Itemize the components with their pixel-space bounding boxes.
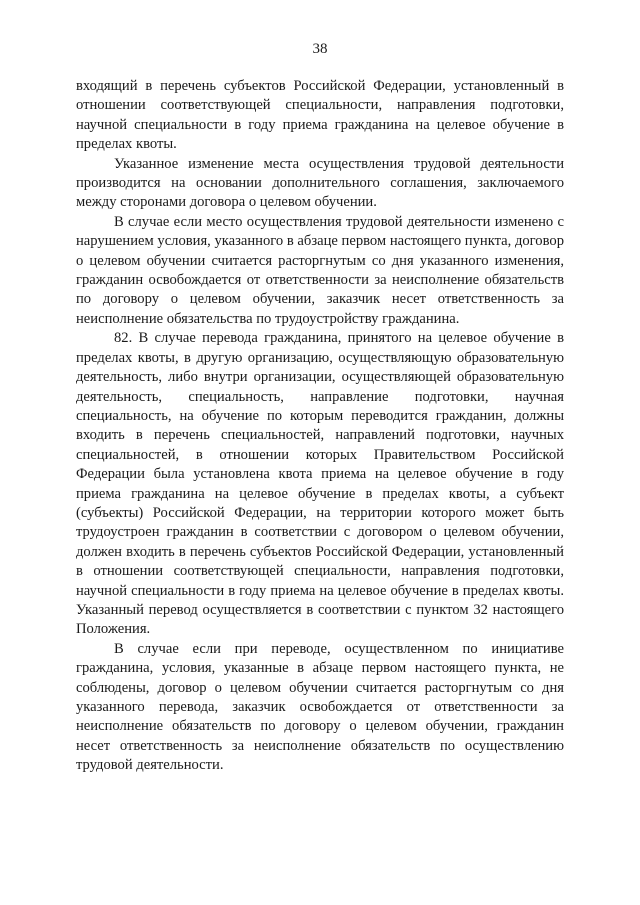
document-body — [76, 77, 564, 776]
paragraph: В случае если место осуществления трудовой деятельности изменено с нарушением условия, указанного в абзаце первом настоящего пункта, договор о целевом обучении считается расторгнутым со дня указанного изменения, гражданин освобождается от ответственности за неисполнение обязательств по договору о целевом обучении, заказчик несет ответственность за неисполнение обязательства по трудоустройству гражданина. — [76, 213, 564, 327]
paragraph-item-82: 82. В случае перевода гражданина, принятого на целевое обучение в пределах квоты, в другую организацию, осуществляющую образовательную деятельность, либо внутри организации, осуществляющей образовательную деятельность, специальность, направление подготовки, научная специальность, на обучение по которым переводится гражданин, должны входить в перечень специальностей, направлений подготовки, научных специальностей, в отношении которых Правительством Российской Федерации была установлена квота приема на целевое обучение в году приема гражданина на целевое обучение в пределах квоты, а субъект (субъекты) Российской Федерации, на территории которого может быть трудоустроен гражданин в соответствии с договором о целевом обучении, должен входить в перечень субъектов Российской Федерации, установленный в отношении соответствующей специальности, направления подготовки, научной специальности в году приема на целевое обучение в пределах квоты. Указанный перевод осуществляется в соответствии с пунктом 32 настоящего Положения. — [76, 330, 564, 638]
paragraph: В случае если при переводе, осуществленном по инициативе гражданина, условия, указанные в абзаце первом настоящего пункта, не соблюдены, договор о целевом обучении считается расторгнутым со дня указанного перевода, заказчик освобождается от ответственности за неисполнение обязательств по договору о целевом обучении, гражданин несет ответственность за неисполнение обязательств по осуществлению трудовой деятельности. — [76, 640, 564, 774]
paragraph: входящий в перечень субъектов Российской Федерации, установленный в отношении соответствующей специальности, направления подготовки, научной специальности в году приема гражданина на целевое обучение в пределах квоты. — [76, 78, 564, 153]
paragraph: Указанное изменение места осуществления трудовой деятельности производится на основании дополнительного соглашения, заключаемого между сторонами договора о целевом обучении. — [76, 155, 564, 211]
page-number: 38 — [312, 41, 328, 57]
